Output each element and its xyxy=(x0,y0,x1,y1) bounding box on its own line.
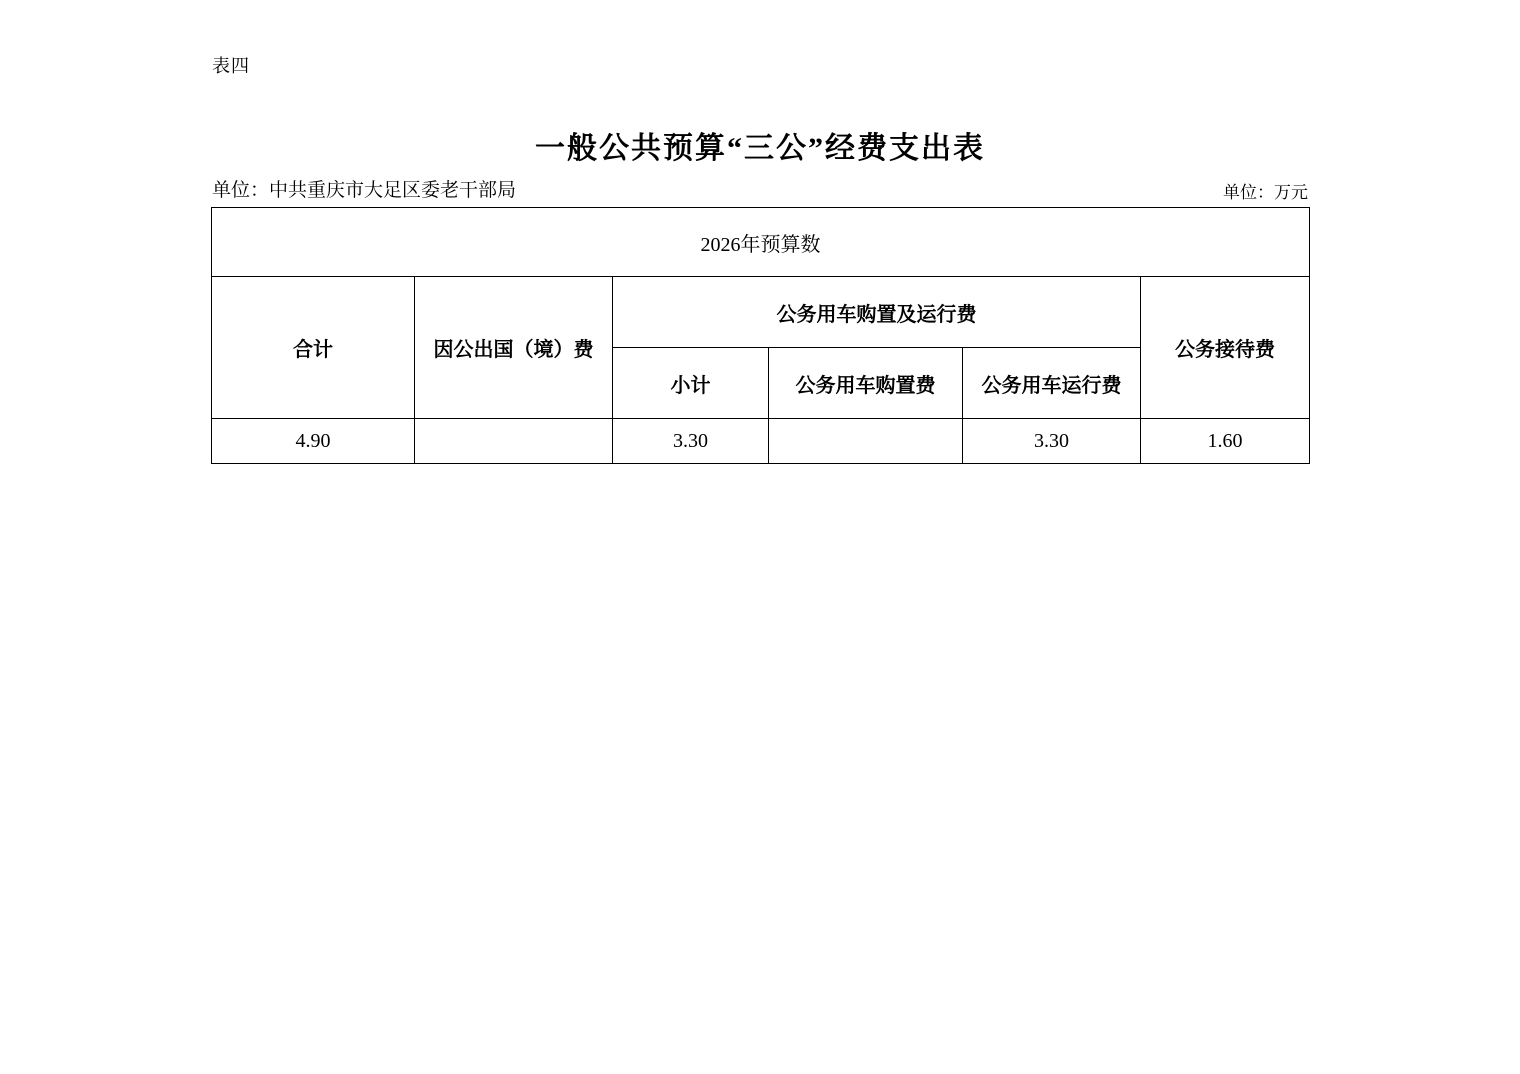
table-header-row-main xyxy=(212,277,1310,348)
budget-table xyxy=(211,207,1310,464)
header-vehicle-purchase: 公务用车购置费 xyxy=(769,348,963,419)
page-title: 一般公共预算“三公”经费支出表 xyxy=(535,132,985,166)
header-total: 合计 xyxy=(212,277,415,419)
header-vehicle-subtotal: 小计 xyxy=(613,348,769,419)
cell-vehicle-subtotal: 3.30 xyxy=(613,419,769,464)
header-vehicle-group: 公务用车购置及运行费 xyxy=(613,277,1141,348)
header-reception-expense: 公务接待费 xyxy=(1141,277,1310,419)
cell-reception-expense: 1.60 xyxy=(1141,419,1310,464)
cell-abroad-expense xyxy=(415,419,613,464)
table-row xyxy=(212,419,1310,464)
table-number-label: 表四 xyxy=(212,56,250,77)
header-vehicle-operation: 公务用车运行费 xyxy=(963,348,1141,419)
table-header-row-year xyxy=(212,208,1310,277)
unit-name-label: 单位：中共重庆市大足区委老干部局 xyxy=(212,180,517,201)
cell-total: 4.90 xyxy=(212,419,415,464)
header-abroad-expense: 因公出国（境）费 xyxy=(415,277,613,419)
amount-unit-label: 单位：万元 xyxy=(1223,183,1308,202)
cell-vehicle-purchase xyxy=(769,419,963,464)
cell-vehicle-operation: 3.30 xyxy=(963,419,1141,464)
year-header-cell: 2026年预算数 xyxy=(212,208,1310,277)
